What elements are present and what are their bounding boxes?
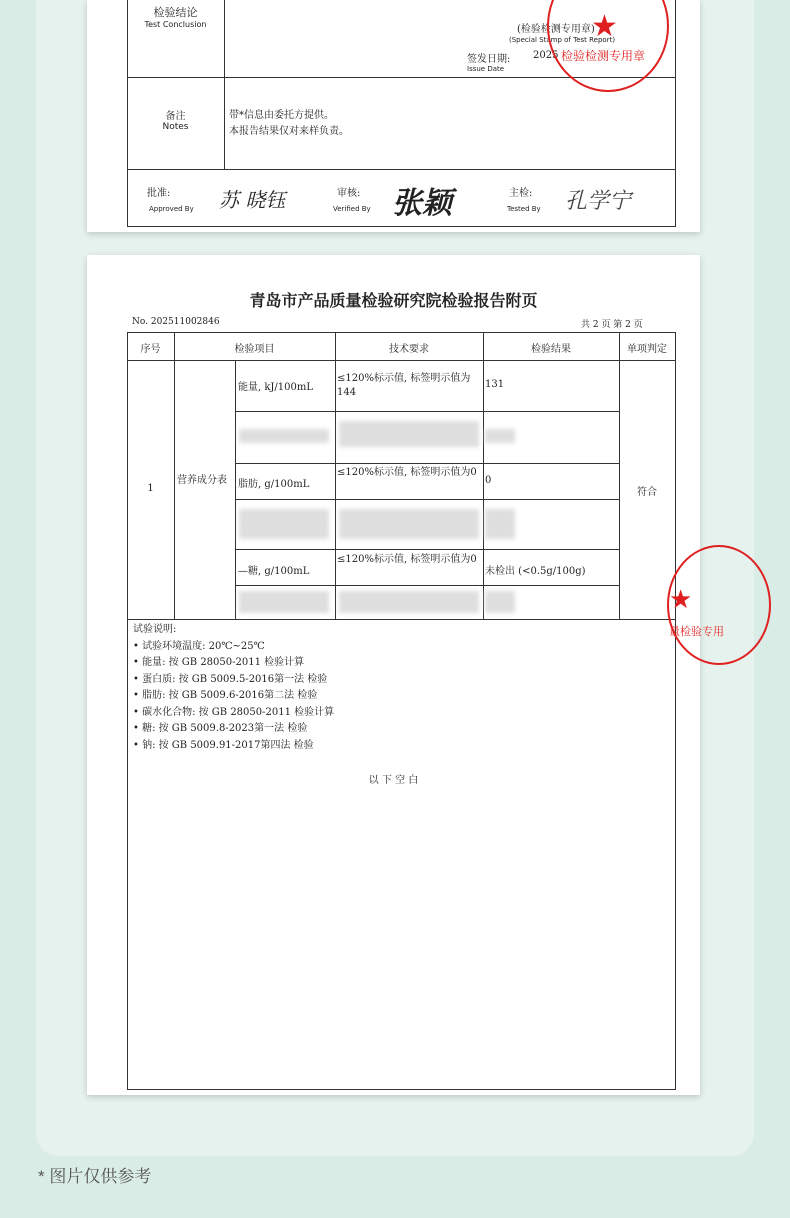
test-note: • 糖: 按 GB 5009.8-2023第一法 检验 (133, 723, 308, 734)
approved-signature: 苏 晓钰 (219, 188, 286, 212)
issue-date-en: Issue Date (467, 65, 505, 73)
redacted-cell (239, 509, 329, 539)
reference-note: * 图片仅供参考 (38, 1167, 152, 1186)
verified-label: 审核: (337, 188, 361, 199)
test-note: • 脂肪: 按 GB 5009.6-2016第二法 检验 (133, 690, 318, 701)
header-verdict: 单项判定 (627, 344, 667, 355)
conclusion-label (127, 4, 224, 29)
report-page-1 (87, 0, 700, 232)
notes-line-2: 本报告结果仅对来样负责。 (229, 126, 349, 137)
stamp-note-cn: (检验检测专用章) (517, 24, 595, 35)
verdict-cell: 符合 (637, 487, 657, 498)
blank-below-note: 以 下 空 白 (368, 775, 419, 786)
test-note: • 碳水化合物: 按 GB 28050-2011 检验计算 (133, 706, 335, 718)
redacted-cell (239, 429, 329, 443)
notes-label (127, 107, 224, 132)
redacted-cell (339, 509, 479, 539)
issue-date-label: 签发日期: (467, 54, 511, 65)
official-stamp (547, 0, 669, 92)
table-row-requirement: ≤120%标示值, 标签明示值为0 (337, 467, 477, 478)
table-row-item: 能量, kJ/100mL (238, 382, 314, 393)
header-item: 检验项目 (234, 344, 275, 355)
report-number: No. 202511002846 (132, 317, 220, 327)
stamp-note-en: (Special Stamp of Test Report) (509, 36, 616, 44)
tested-label: 主检: (509, 188, 533, 199)
page-indicator: 共 2 页 第 2 页 (581, 320, 643, 330)
approved-en: Approved By (149, 205, 194, 213)
stamp-text: 检验检测专用章 (561, 49, 646, 63)
table-row-requirement: ≤120%标示值, 标签明示值为144 (337, 373, 471, 398)
table-row-result: 131 (485, 379, 505, 390)
approved-label: 批准: (147, 188, 171, 199)
category-cell: 营养成分表 (177, 475, 227, 486)
redacted-cell (485, 429, 515, 443)
stamp-star-icon: ★ (591, 9, 618, 44)
notes-label-en: Notes (162, 122, 189, 132)
seq-cell: 1 (147, 483, 154, 494)
test-note: • 试验环境温度: 20℃~25℃ (133, 640, 265, 652)
issue-date-value: 2025 (533, 50, 559, 61)
redacted-cell (485, 509, 515, 539)
notes-text (229, 108, 349, 140)
redacted-cell (339, 591, 479, 613)
tested-signature: 孔学宁 (565, 189, 632, 214)
conclusion-label-en: Test Conclusion (144, 20, 207, 29)
redacted-cell (339, 421, 479, 447)
tested-en: Tested By (507, 205, 541, 213)
seam-stamp-text: 量检验专用 (669, 625, 724, 638)
test-notes-title: 试验说明: (133, 624, 177, 635)
test-notes (133, 622, 334, 754)
conclusion-label-cn: 检验结论 (153, 6, 198, 19)
report-title: 青岛市产品质量检验研究院检验报告附页 (249, 291, 538, 310)
redacted-cell (485, 591, 515, 613)
header-requirement: 技术要求 (389, 344, 429, 355)
report-page-2 (87, 255, 724, 1095)
header-seq: 序号 (140, 344, 161, 355)
table-row-item: —糖, g/100mL (238, 566, 310, 577)
table-row-result: 0 (485, 475, 492, 486)
notes-label-cn: 备注 (165, 111, 186, 122)
test-note: • 蛋白质: 按 GB 5009.5-2016第一法 检验 (133, 673, 328, 685)
table-row-item: 脂肪, g/100mL (238, 479, 310, 490)
redacted-cell (239, 591, 329, 613)
header-result: 检验结果 (531, 344, 571, 355)
notes-line-1: 带*信息由委托方提供。 (229, 110, 334, 121)
verified-en: Verified By (333, 205, 371, 213)
seam-stamp-star-icon: ★ (669, 585, 693, 615)
table-row-result: 未检出 (<0.5g/100g) (485, 566, 586, 577)
table-row-requirement: ≤120%标示值, 标签明示值为0 (337, 554, 477, 565)
seam-stamp (667, 545, 724, 665)
test-note: • 钠: 按 GB 5009.91-2017第四法 检验 (133, 739, 314, 751)
test-note: • 能量: 按 GB 28050-2011 检验计算 (133, 657, 305, 668)
verified-signature: 张颖 (392, 186, 452, 221)
